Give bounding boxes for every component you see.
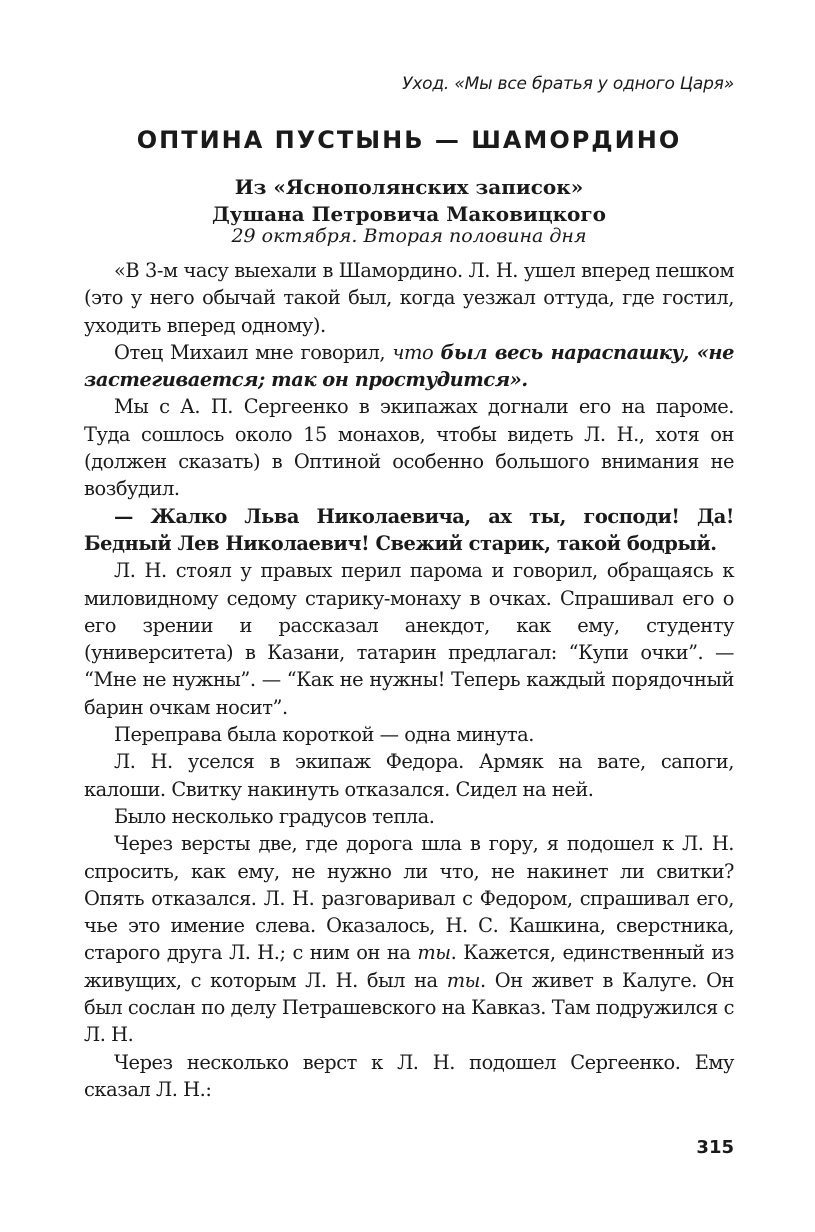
paragraph-2-italic: что [392, 340, 441, 364]
paragraph-9-italic-b: ты [446, 968, 481, 992]
subtitle-date: 29 октября. Вторая половина дня [231, 225, 587, 247]
paragraph-1: «В 3-м часу выехали в Шамордино. Л. Н. ушел вперед пешком (это у него обычай такой был, когда уезжал оттуда, где гостил, уходить вперед одному). [84, 259, 734, 337]
subtitle-line-2: Душана Петровича Маковицкого [212, 202, 606, 226]
body-text [84, 257, 734, 1103]
paragraph-4 [84, 503, 734, 558]
paragraph-3: Мы с А. П. Сергеенко в экипажах догнали его на пароме. Туда сошлось около 15 монахов, чтобы видеть Л. Н., хотя он (должен сказать) в Оптиной особенно большого внимания не возбудил. [84, 395, 734, 501]
paragraph-2-text: Отец Михаил мне говорил, [114, 340, 393, 364]
paragraph-9-text-a: Через версты две, где дорога шла в гору, я подошел к Л. Н. спросить, как ему, не нужно ли что, не накинет ли свитки? Опять отказался. Л. Н. разговаривал с Федором, спрашивал его, чье это имение слева. Оказалось, Н. С. Кашкина, сверстника, старого друга Л. Н.; с ним он на [84, 832, 734, 965]
paragraph-2-bold-italic: был весь нараспашку, «не застегивается; так он простудится». [84, 340, 735, 392]
paragraph-10: Через несколько верст к Л. Н. подошел Сергеенко. Ему сказал Л. Н.: [84, 1050, 734, 1101]
paragraph-9 [84, 830, 734, 1048]
paragraph-9-text-b: . Кажется, единственный из живущих, с которым Л. Н. был на [84, 941, 734, 992]
paragraph-2 [84, 339, 734, 394]
paragraph-6: Переправа была короткой — одна минута. [114, 723, 534, 747]
chapter-title: ОПТИНА ПУСТЫНЬ — ШАМОРДИНО [136, 126, 682, 154]
running-head: Уход. «Мы все братья у одного Царя» [402, 74, 734, 94]
paragraph-7: Л. Н. уселся в экипаж Федора. Армяк на вате, сапоги, калоши. Свитку накинуть отказался. Сидел на ней. [84, 750, 734, 801]
subtitle-line-1: Из «Яснополянских записок» [234, 175, 584, 199]
paragraph-9-italic-a: ты [417, 941, 451, 965]
page-number: 315 [696, 1137, 734, 1158]
paragraph-9-text-c: . Он живет в Калуге. Он был сослан по делу Петрашевского на Кавказ. Там подружился с Л. Н. [84, 968, 734, 1047]
subtitle [84, 174, 734, 228]
paragraph-4-bold: — Жалко Льва Николаевича, ах ты, господи! Да! Бедный Лев Николаевич! Свежий старик, такой бодрый. [84, 504, 734, 555]
paragraph-5: Л. Н. стоял у правых перил парома и говорил, обращаясь к миловидному седому старику-монаху в очках. Спрашивал его о его зрении и рассказал анекдот, как ему, студенту (университета) в Казани, татарин предлагал: “Купи очки”. — “Мне не нужны”. — “Как не нужны! Теперь каждый порядочный барин очкам носит”. [84, 559, 734, 719]
paragraph-8: Было несколько градусов тепла. [114, 804, 435, 828]
book-page [84, 0, 734, 1232]
